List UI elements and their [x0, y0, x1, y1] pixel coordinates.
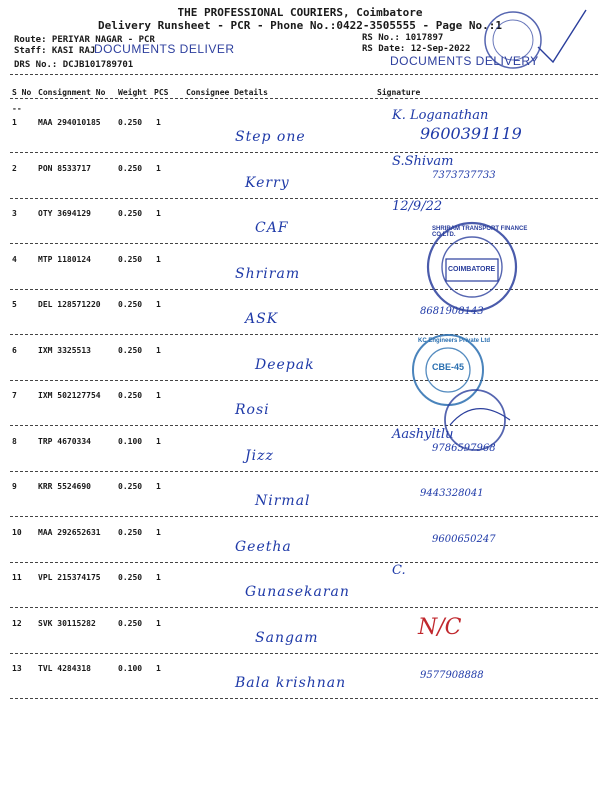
row-sno: 11: [12, 573, 22, 582]
row-pcs: 1: [156, 391, 161, 400]
col-sno: S No: [12, 88, 32, 97]
row-consignment-no: TRP 4670334: [38, 436, 91, 446]
row-pcs: 1: [156, 345, 161, 355]
route-label: Route: PERIYAR NAGAR - PCR: [14, 35, 155, 45]
rs-number: RS No.: 1017897: [362, 33, 444, 43]
row-pcs: 1: [156, 527, 161, 537]
stamp-transport-text: SHRIRAM TRANSPORT FINANCE CO.LTD.: [432, 226, 528, 238]
row-weight: 0.250: [118, 527, 143, 537]
row-signature: N/C: [418, 614, 462, 640]
row-sno: 10: [12, 527, 22, 537]
document-title: THE PROFESSIONAL COURIERS, Coimbatore: [177, 6, 423, 19]
row-divider: [10, 471, 598, 472]
row-sno: 4: [12, 254, 17, 264]
row-sno: 3: [12, 209, 17, 218]
row-signature-phone: 7373737733: [432, 169, 496, 181]
row-signature: 12/9/22: [392, 199, 443, 214]
row-consignee-name: Deepak: [255, 356, 315, 373]
row-divider: [10, 334, 598, 335]
row-consignment-no: IXM 502127754: [38, 391, 101, 400]
row-divider: [10, 653, 598, 654]
row-pcs: 1: [156, 163, 161, 173]
col-weight: Weight: [118, 88, 147, 97]
row-sno: 6: [12, 345, 17, 355]
row-consignee-name: Bala krishnan: [235, 675, 347, 691]
row-weight: 0.250: [118, 254, 143, 264]
stamp-coimbatore: COIMBATORE: [448, 266, 496, 273]
row-signature: S.Shivam: [392, 153, 454, 169]
row-sno: 5: [12, 300, 17, 309]
row-sno: 12: [12, 618, 22, 628]
row-signature-phone: 8681908143: [420, 306, 484, 317]
row-consignment-no: MTP 1180124: [38, 254, 91, 264]
watermark-stamp-left: DOCUMENTS DELIVER: [94, 42, 235, 56]
rs-date: RS Date: 12-Sep-2022: [362, 44, 471, 54]
row-divider: [10, 380, 598, 381]
row-weight: 0.250: [118, 391, 143, 400]
col-consignee-details: Consignee Details: [186, 88, 268, 97]
staff-label: Staff: KASI RAJ: [14, 46, 96, 56]
corner-stamp-graphic: [468, 2, 588, 72]
row-divider: [10, 516, 598, 517]
drs-number: DRS No.: DCJB101789701: [14, 60, 134, 70]
row-consignment-no: MAA 294010185: [38, 118, 101, 127]
row-weight: 0.100: [118, 664, 143, 673]
row-weight: 0.250: [118, 345, 143, 355]
row-pcs: 1: [156, 618, 161, 628]
row-signature-phone: 9577908888: [420, 670, 484, 681]
row-consignee-name: Nirmal: [255, 493, 311, 509]
col-signature: Signature: [377, 88, 421, 97]
row-weight: 0.250: [118, 118, 143, 127]
row-signature: C.: [392, 563, 406, 578]
row-consignment-no: OTY 3694129: [38, 209, 91, 218]
row-consignee-name: CAF: [255, 220, 289, 236]
row-weight: 0.250: [118, 209, 143, 218]
seal-stamp: [435, 385, 525, 455]
row-sno: 1: [12, 118, 17, 127]
row-consignment-no: SVK 30115282: [38, 618, 96, 628]
row-pcs: 1: [156, 482, 161, 491]
row-consignee-name: Jizz: [245, 447, 274, 464]
row-pcs: 1: [156, 300, 161, 309]
row-weight: 0.250: [118, 163, 143, 173]
row-pcs: 1: [156, 254, 161, 264]
columns-divider: [10, 98, 598, 99]
row-consignee-name: Kerry: [245, 174, 290, 191]
row-weight: 0.250: [118, 573, 143, 582]
watermark-stamp-right: DOCUMENTS DELIVERY: [390, 54, 539, 68]
row-consignee-name: Sangam: [255, 629, 319, 646]
row-signature: K. Loganathan: [392, 108, 489, 123]
row-pcs: 1: [156, 118, 161, 127]
row-divider: [10, 698, 598, 699]
row-consignment-no: DEL 128571220: [38, 300, 101, 309]
col-pcs: PCS: [154, 88, 169, 97]
row-weight: 0.250: [118, 618, 143, 628]
dash-marker: --: [12, 104, 22, 113]
row-consignee-name: ASK: [245, 311, 279, 327]
row-consignee-name: Shriram: [235, 265, 301, 282]
row-consignee-name: Geetha: [235, 538, 292, 555]
row-divider: [10, 562, 598, 563]
row-divider: [10, 607, 598, 608]
row-divider: [10, 198, 598, 199]
header-divider: [10, 74, 598, 75]
row-sno: 7: [12, 391, 17, 400]
row-consignee-name: Step one: [235, 129, 306, 145]
row-sno: 9: [12, 482, 17, 491]
document-subtitle: Delivery Runsheet - PCR - Phone No.:0422-3505555 - Page No.:1: [98, 19, 502, 32]
row-signature: Aashyltlu: [392, 426, 454, 442]
row-pcs: 1: [156, 573, 161, 582]
row-weight: 0.250: [118, 300, 143, 309]
row-sno: 13: [12, 664, 22, 673]
row-consignee-name: Gunasekaran: [245, 584, 350, 600]
col-consignment: Consignment No: [38, 88, 106, 97]
row-consignment-no: KRR 5524690: [38, 482, 91, 491]
row-pcs: 1: [156, 436, 161, 446]
row-signature-phone: 9600650247: [432, 533, 496, 545]
row-consignment-no: MAA 292652631: [38, 527, 101, 537]
row-consignment-no: VPL 215374175: [38, 573, 101, 582]
row-divider: [10, 152, 598, 153]
stamp-cbe: CBE-45: [432, 362, 465, 372]
row-consignment-no: IXM 3325513: [38, 345, 91, 355]
row-consignment-no: PON 8533717: [38, 163, 91, 173]
row-signature-phone: 9600391119: [420, 124, 522, 143]
row-consignee-name: Rosi: [235, 402, 270, 418]
row-sno: 2: [12, 163, 17, 173]
stamp-engineers-text: KC Engineers Private Ltd: [418, 338, 491, 344]
row-pcs: 1: [156, 664, 161, 673]
row-weight: 0.250: [118, 482, 143, 491]
row-consignment-no: TVL 4284318: [38, 664, 91, 673]
row-sno: 8: [12, 436, 17, 446]
row-signature-phone: 9786597968: [432, 442, 496, 454]
row-signature-phone: 9443328041: [420, 488, 484, 499]
row-weight: 0.100: [118, 436, 143, 446]
row-pcs: 1: [156, 209, 161, 218]
